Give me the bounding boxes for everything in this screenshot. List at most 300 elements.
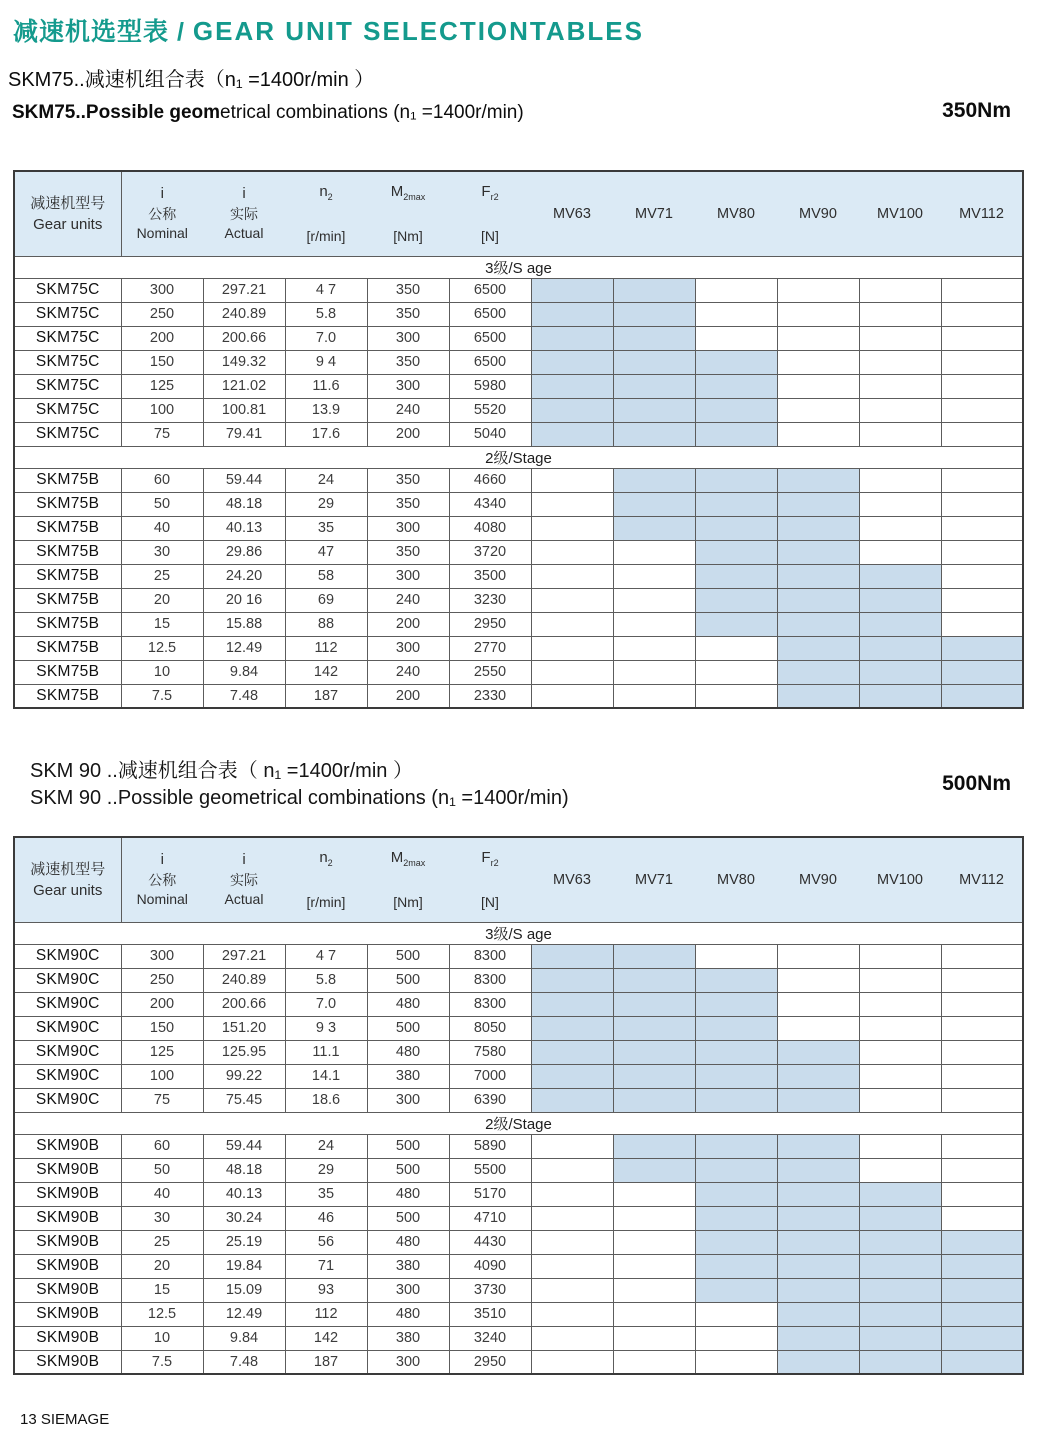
value-cell: 8050: [449, 1016, 531, 1040]
mv-cell-highlighted: [695, 612, 777, 636]
mv-cell: [695, 1350, 777, 1374]
value-cell: 75: [121, 1088, 203, 1112]
mv-cell: [941, 540, 1023, 564]
mv-cell-highlighted: [859, 660, 941, 684]
value-cell: 4090: [449, 1254, 531, 1278]
value-cell: 29.86: [203, 540, 285, 564]
torque-badge-skm90: 500Nm: [942, 772, 1011, 795]
skm90-heading-zh: SKM 90 ..减速机组合表（ n₁ =1400r/min ）: [30, 760, 413, 782]
mv-cell-highlighted: [695, 468, 777, 492]
value-cell: 125.95: [203, 1040, 285, 1064]
value-cell: 29: [285, 1158, 367, 1182]
mv-cell: [531, 588, 613, 612]
skm75-heading-en-bold: SKM75..Possible geom: [12, 102, 221, 123]
mv-cell-highlighted: [613, 1088, 695, 1112]
value-cell: 142: [285, 660, 367, 684]
mv-cell-highlighted: [695, 1230, 777, 1254]
skm75-heading-en-rest: etrical combinations (n₁ =1400r/min): [220, 102, 524, 123]
mv-cell: [531, 636, 613, 660]
table-row: [14, 1326, 1023, 1350]
mv-cell: [531, 1182, 613, 1206]
model-cell: SKM75B: [14, 468, 121, 492]
mv-cell: [531, 684, 613, 708]
value-cell: 300: [367, 326, 449, 350]
col-header-n2: $n_2$ [r/min]: [285, 837, 367, 922]
mv-cell-highlighted: [613, 1064, 695, 1088]
value-cell: 3240: [449, 1326, 531, 1350]
value-cell: 240: [367, 588, 449, 612]
mv-cell-highlighted: [859, 612, 941, 636]
mv-cell: [859, 326, 941, 350]
mv-cell-highlighted: [859, 564, 941, 588]
mv-cell-highlighted: [859, 636, 941, 660]
mv-cell-highlighted: [859, 1326, 941, 1350]
value-cell: 2950: [449, 1350, 531, 1374]
mv-cell: [859, 374, 941, 398]
value-cell: 29: [285, 492, 367, 516]
value-cell: 4430: [449, 1230, 531, 1254]
value-cell: 350: [367, 540, 449, 564]
table-row: [14, 944, 1023, 968]
value-cell: 6500: [449, 278, 531, 302]
mv-cell: [531, 492, 613, 516]
mv-cell-highlighted: [695, 374, 777, 398]
table-row: [14, 588, 1023, 612]
mv-cell: [859, 540, 941, 564]
mv-cell: [941, 992, 1023, 1016]
value-cell: 20: [121, 588, 203, 612]
col-header-mv63: MV63: [531, 837, 613, 922]
value-cell: 4710: [449, 1206, 531, 1230]
mv-cell-highlighted: [531, 1088, 613, 1112]
mv-cell: [613, 1206, 695, 1230]
value-cell: 25: [121, 564, 203, 588]
mv-cell: [941, 1158, 1023, 1182]
mv-cell: [859, 992, 941, 1016]
value-cell: 350: [367, 278, 449, 302]
value-cell: 200: [121, 326, 203, 350]
skm75-table-wrapper: [13, 170, 1024, 709]
mv-cell: [859, 492, 941, 516]
value-cell: 46: [285, 1206, 367, 1230]
model-cell: SKM90C: [14, 1040, 121, 1064]
col-header-mv80: MV80: [695, 171, 777, 256]
mv-cell: [531, 540, 613, 564]
value-cell: 15.09: [203, 1278, 285, 1302]
value-cell: 112: [285, 1302, 367, 1326]
value-cell: 79.41: [203, 422, 285, 446]
value-cell: 40: [121, 516, 203, 540]
mv-cell: [613, 564, 695, 588]
value-cell: 7.0: [285, 992, 367, 1016]
mv-cell-highlighted: [695, 516, 777, 540]
col-header-mv112: MV112: [941, 837, 1023, 922]
model-cell: SKM75C: [14, 278, 121, 302]
value-cell: 350: [367, 492, 449, 516]
mv-cell-highlighted: [859, 1350, 941, 1374]
mv-cell: [695, 278, 777, 302]
value-cell: 300: [367, 564, 449, 588]
mv-cell-highlighted: [777, 1158, 859, 1182]
value-cell: 69: [285, 588, 367, 612]
mv-cell: [613, 588, 695, 612]
mv-cell: [859, 1088, 941, 1112]
mv-cell: [531, 1278, 613, 1302]
value-cell: 200.66: [203, 992, 285, 1016]
mv-cell-highlighted: [941, 660, 1023, 684]
value-cell: 10: [121, 1326, 203, 1350]
value-cell: 500: [367, 1016, 449, 1040]
value-cell: 240: [367, 398, 449, 422]
model-cell: SKM90B: [14, 1326, 121, 1350]
mv-cell: [859, 944, 941, 968]
mv-cell-highlighted: [695, 992, 777, 1016]
mv-cell: [613, 1230, 695, 1254]
mv-cell: [941, 374, 1023, 398]
value-cell: 99.22: [203, 1064, 285, 1088]
mv-cell: [531, 1302, 613, 1326]
mv-cell: [613, 1302, 695, 1326]
mv-cell-highlighted: [941, 684, 1023, 708]
value-cell: 11.6: [285, 374, 367, 398]
value-cell: 7.48: [203, 1350, 285, 1374]
mv-cell: [941, 1040, 1023, 1064]
mv-cell: [613, 612, 695, 636]
value-cell: 5.8: [285, 302, 367, 326]
mv-cell: [859, 468, 941, 492]
value-cell: 12.49: [203, 1302, 285, 1326]
value-cell: 300: [367, 1350, 449, 1374]
mv-cell-highlighted: [777, 492, 859, 516]
value-cell: 350: [367, 468, 449, 492]
model-cell: SKM90C: [14, 992, 121, 1016]
value-cell: 9.84: [203, 660, 285, 684]
mv-cell-highlighted: [531, 374, 613, 398]
table-row: [14, 278, 1023, 302]
table-row: [14, 422, 1023, 446]
value-cell: 250: [121, 968, 203, 992]
col-header-mv90: MV90: [777, 837, 859, 922]
value-cell: 5980: [449, 374, 531, 398]
mv-cell-highlighted: [695, 564, 777, 588]
value-cell: 13.9: [285, 398, 367, 422]
model-cell: SKM90B: [14, 1350, 121, 1374]
value-cell: 150: [121, 350, 203, 374]
value-cell: 50: [121, 492, 203, 516]
mv-cell-highlighted: [531, 398, 613, 422]
mv-cell-highlighted: [613, 326, 695, 350]
mv-cell-highlighted: [777, 1254, 859, 1278]
mv-cell: [859, 398, 941, 422]
value-cell: 480: [367, 1302, 449, 1326]
value-cell: 300: [121, 278, 203, 302]
table-row: [14, 302, 1023, 326]
mv-cell-highlighted: [777, 1206, 859, 1230]
mv-cell: [941, 944, 1023, 968]
mv-cell-highlighted: [613, 422, 695, 446]
value-cell: 300: [121, 944, 203, 968]
model-cell: SKM90C: [14, 1064, 121, 1088]
mv-cell-highlighted: [531, 350, 613, 374]
value-cell: 300: [367, 1088, 449, 1112]
mv-cell-highlighted: [941, 1254, 1023, 1278]
mv-cell: [531, 1350, 613, 1374]
mv-cell: [777, 326, 859, 350]
value-cell: 112: [285, 636, 367, 660]
section-row: [14, 256, 1023, 278]
value-cell: 3730: [449, 1278, 531, 1302]
value-cell: 4 7: [285, 278, 367, 302]
value-cell: 10: [121, 660, 203, 684]
mv-cell: [695, 1326, 777, 1350]
mv-cell: [777, 992, 859, 1016]
model-cell: SKM90B: [14, 1230, 121, 1254]
mv-cell-highlighted: [613, 1040, 695, 1064]
page-footer: 13 SIEMAGE: [20, 1411, 110, 1428]
mv-cell-highlighted: [777, 588, 859, 612]
mv-cell: [695, 944, 777, 968]
mv-cell-highlighted: [777, 636, 859, 660]
col-header-m2max: $M_{2max}$ [Nm]: [367, 171, 449, 256]
mv-cell-highlighted: [695, 1158, 777, 1182]
value-cell: 6500: [449, 302, 531, 326]
mv-cell: [941, 278, 1023, 302]
mv-cell: [613, 1326, 695, 1350]
model-cell: SKM90B: [14, 1182, 121, 1206]
mv-cell-highlighted: [613, 468, 695, 492]
value-cell: 100.81: [203, 398, 285, 422]
model-cell: SKM90B: [14, 1278, 121, 1302]
value-cell: 5040: [449, 422, 531, 446]
mv-cell-highlighted: [695, 1206, 777, 1230]
value-cell: 60: [121, 1134, 203, 1158]
value-cell: 24: [285, 1134, 367, 1158]
col-header-mv112: MV112: [941, 171, 1023, 256]
table-row: [14, 1040, 1023, 1064]
mv-cell: [777, 374, 859, 398]
value-cell: 500: [367, 1134, 449, 1158]
value-cell: 40.13: [203, 1182, 285, 1206]
mv-cell-highlighted: [777, 1278, 859, 1302]
mv-cell-highlighted: [777, 1182, 859, 1206]
value-cell: 200: [367, 684, 449, 708]
mv-cell-highlighted: [695, 588, 777, 612]
value-cell: 500: [367, 1206, 449, 1230]
value-cell: 200.66: [203, 326, 285, 350]
value-cell: 100: [121, 398, 203, 422]
mv-cell: [695, 326, 777, 350]
value-cell: 14.1: [285, 1064, 367, 1088]
value-cell: 20 16: [203, 588, 285, 612]
value-cell: 75: [121, 422, 203, 446]
mv-cell-highlighted: [859, 1254, 941, 1278]
mv-cell: [613, 1182, 695, 1206]
model-cell: SKM75B: [14, 684, 121, 708]
value-cell: 187: [285, 1350, 367, 1374]
value-cell: 5.8: [285, 968, 367, 992]
mv-cell: [859, 1064, 941, 1088]
value-cell: 30: [121, 540, 203, 564]
page-title-zh: 减速机选型表 /: [13, 18, 185, 46]
skm90-table-wrapper: [13, 836, 1024, 1375]
mv-cell-highlighted: [613, 302, 695, 326]
value-cell: 100: [121, 1064, 203, 1088]
mv-cell-highlighted: [941, 1230, 1023, 1254]
model-cell: SKM75C: [14, 374, 121, 398]
mv-cell: [859, 1158, 941, 1182]
mv-cell-highlighted: [695, 492, 777, 516]
mv-cell: [859, 350, 941, 374]
mv-cell-highlighted: [531, 944, 613, 968]
mv-cell: [941, 1064, 1023, 1088]
value-cell: 3720: [449, 540, 531, 564]
value-cell: 350: [367, 350, 449, 374]
mv-cell-highlighted: [695, 422, 777, 446]
model-cell: SKM90B: [14, 1134, 121, 1158]
value-cell: 297.21: [203, 944, 285, 968]
value-cell: 121.02: [203, 374, 285, 398]
mv-cell: [941, 564, 1023, 588]
value-cell: 6500: [449, 350, 531, 374]
col-header-mv100: MV100: [859, 171, 941, 256]
mv-cell-highlighted: [941, 636, 1023, 660]
value-cell: 19.84: [203, 1254, 285, 1278]
mv-cell: [941, 612, 1023, 636]
value-cell: 88: [285, 612, 367, 636]
value-cell: 187: [285, 684, 367, 708]
table-row: [14, 612, 1023, 636]
mv-cell: [777, 398, 859, 422]
col-header-i-actual: i 实际 Actual: [203, 837, 285, 922]
gear-units-label-zh: 减速机型号: [30, 194, 106, 212]
value-cell: 2330: [449, 684, 531, 708]
model-cell: SKM75B: [14, 612, 121, 636]
mv-cell-highlighted: [695, 540, 777, 564]
value-cell: 380: [367, 1064, 449, 1088]
model-cell: SKM90C: [14, 968, 121, 992]
section-label: 3级/S age: [14, 256, 1023, 278]
mv-cell: [613, 1254, 695, 1278]
col-header-gear-units: [14, 837, 121, 922]
model-cell: SKM75B: [14, 588, 121, 612]
value-cell: 40: [121, 1182, 203, 1206]
value-cell: 200: [121, 992, 203, 1016]
mv-cell: [695, 302, 777, 326]
mv-cell-highlighted: [531, 968, 613, 992]
mv-cell: [531, 564, 613, 588]
mv-cell: [859, 278, 941, 302]
mv-cell: [941, 1134, 1023, 1158]
table-row: [14, 992, 1023, 1016]
value-cell: 24: [285, 468, 367, 492]
mv-cell: [859, 422, 941, 446]
value-cell: 48.18: [203, 492, 285, 516]
mv-cell: [531, 660, 613, 684]
section-row: [14, 1112, 1023, 1134]
value-cell: 300: [367, 374, 449, 398]
table-row: [14, 1016, 1023, 1040]
mv-cell: [777, 350, 859, 374]
col-header-mv71: MV71: [613, 171, 695, 256]
mv-cell-highlighted: [531, 1040, 613, 1064]
table-row: [14, 1278, 1023, 1302]
value-cell: 240.89: [203, 968, 285, 992]
value-cell: 500: [367, 968, 449, 992]
table-row: [14, 636, 1023, 660]
table-row: [14, 968, 1023, 992]
mv-cell-highlighted: [859, 684, 941, 708]
model-cell: SKM75B: [14, 636, 121, 660]
mv-cell: [531, 1206, 613, 1230]
mv-cell-highlighted: [613, 492, 695, 516]
skm75-heading-zh: SKM75..减速机组合表（n₁ =1400r/min ）: [8, 69, 375, 91]
mv-cell-highlighted: [777, 540, 859, 564]
mv-cell: [531, 1134, 613, 1158]
value-cell: 50: [121, 1158, 203, 1182]
value-cell: 6390: [449, 1088, 531, 1112]
value-cell: 60: [121, 468, 203, 492]
model-cell: SKM90B: [14, 1302, 121, 1326]
mv-cell-highlighted: [695, 1064, 777, 1088]
col-header-m2max: $M_{2max}$ [Nm]: [367, 837, 449, 922]
value-cell: 93: [285, 1278, 367, 1302]
value-cell: 500: [367, 1158, 449, 1182]
model-cell: SKM75C: [14, 302, 121, 326]
value-cell: 18.6: [285, 1088, 367, 1112]
value-cell: 3510: [449, 1302, 531, 1326]
col-header-mv63: MV63: [531, 171, 613, 256]
value-cell: 151.20: [203, 1016, 285, 1040]
value-cell: 5500: [449, 1158, 531, 1182]
mv-cell: [941, 350, 1023, 374]
mv-cell: [613, 660, 695, 684]
mv-cell: [859, 302, 941, 326]
skm90-heading-en: [30, 787, 569, 810]
value-cell: 15.88: [203, 612, 285, 636]
mv-cell-highlighted: [613, 968, 695, 992]
value-cell: 7.0: [285, 326, 367, 350]
model-cell: SKM90C: [14, 1016, 121, 1040]
value-cell: 24.20: [203, 564, 285, 588]
value-cell: 30.24: [203, 1206, 285, 1230]
table-row: [14, 1254, 1023, 1278]
mv-cell: [941, 398, 1023, 422]
value-cell: 25.19: [203, 1230, 285, 1254]
skm90-heading-en-rest: SKM 90 ..Possible geometrical combinations (n₁ =1400r/min): [30, 787, 569, 809]
mv-cell: [531, 1230, 613, 1254]
value-cell: 2950: [449, 612, 531, 636]
mv-cell-highlighted: [613, 398, 695, 422]
mv-cell-highlighted: [777, 1040, 859, 1064]
value-cell: 480: [367, 992, 449, 1016]
col-header-mv71: MV71: [613, 837, 695, 922]
value-cell: 25: [121, 1230, 203, 1254]
mv-cell: [777, 968, 859, 992]
mv-cell-highlighted: [777, 1302, 859, 1326]
table-row: [14, 350, 1023, 374]
mv-cell: [941, 588, 1023, 612]
mv-cell: [695, 636, 777, 660]
value-cell: 5170: [449, 1182, 531, 1206]
mv-cell-highlighted: [859, 1278, 941, 1302]
value-cell: 35: [285, 516, 367, 540]
mv-cell-highlighted: [695, 1278, 777, 1302]
table-row: [14, 1206, 1023, 1230]
mv-cell-highlighted: [695, 1134, 777, 1158]
mv-cell-highlighted: [531, 1016, 613, 1040]
mv-cell: [613, 684, 695, 708]
value-cell: 7.5: [121, 684, 203, 708]
